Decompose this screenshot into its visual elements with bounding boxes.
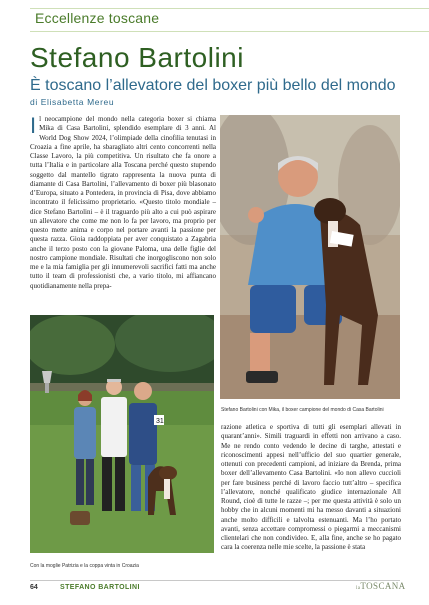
masthead-name: TOSCANA <box>360 581 406 591</box>
photo-caption-right: Stefano Bartolini con Mika, il boxer campione del mondo di Casa Bartolini <box>221 407 384 413</box>
masthead-prefix: la <box>356 586 361 591</box>
footer-rule <box>30 580 400 581</box>
photo-couple-trophy <box>30 315 214 553</box>
ring-number-label: 31 <box>156 418 164 425</box>
article-title: Stefano Bartolini <box>30 42 244 73</box>
article-subtitle: È toscano l’allevatore del boxer più bello del mondo <box>30 77 396 94</box>
photo-man-with-boxer-illustration <box>220 115 400 399</box>
article-column-right <box>221 423 401 553</box>
article-column-left <box>30 115 216 291</box>
section-kicker: Eccellenze toscane <box>35 10 160 26</box>
page-number: 64 <box>30 584 38 591</box>
photo-man-with-boxer <box>220 115 400 399</box>
photo-caption-left: Con la moglie Patrizia e la coppa vinta in Croazia <box>30 563 139 569</box>
photo-couple-trophy-illustration <box>30 315 214 553</box>
article-byline: di Elisabetta Mereu <box>30 97 115 107</box>
article-text-right: razione atletica e sportiva di tutti gli esemplari allevati in quarant’anni». Simili traguardi in effetti non arrivano a caso. Me ne rendo conto vedendo le decine di targhe, attestati e riconoscimenti appesi nell’ufficio del suo quartier generale, ottenuti con precedenti campioni, ad iniziare da Brenda, prima boxer dell’allevamento Casa Bartolini. «Io non allevo cuccioli per fare business perché di lavoro faccio tutt’altro – specifica l’allevatore, nonché qualificato giudice internazionale All Round, cioè di tutte le razze –; per me questa attività è solo un hobby che in alcuni momenti mi ha messo davanti a situazioni anche molto difficili e talvolta estenuanti. Ma l’ho portato avanti, senza accettare compromessi o piegarmi a meccanismi clientelari che non condivideo. E, alla fine, anche se ho pagato cara la coerenza nelle mie scelte, la passione è stata <box>221 423 401 552</box>
magazine-masthead <box>356 581 406 591</box>
footer-running-title: STEFANO BARTOLINI <box>60 584 140 591</box>
article-text-left: Il neocampione del mondo nella categoria boxer si chiama Mika di Casa Bartolini, splendido esemplare di 3 anni. Al World Dog Show 2024, l’olimpiade della cinofilia tenutasi in Croazia a fine aprile, ha sbaragliato altri cento concorrenti nella Classe Lavoro, la più competitiva. Un risultato che fa onore a tutta l’Italia e in particolare alla Toscana perché questo stupendo soggetto dal mantello tigrato rappresenta la nuova punta di diamante di Casa Bartolini, l’allevamento di boxer più blasonato d’Europa, situato a Pontedera, in provincia di Pisa, dove abbiamo incontrato il felicissimo proprietario. «Questo titolo mondiale – dice Stefano Bartolini – è il traguardo più alto a cui può aspirare un allevatore che come me non lo fa per lavoro, ma proprio per questo mette anima e corpo nel portare avanti la passione per questa razza. Gioia raddoppiata per aver conquistato a Zagabria anche il terzo posto con la giovane Paloma, una delle figlie del nostro campione mondiale. Risultati che inorgogliscono non solo me e la mia famiglia per gli innumerevoli sacrifici fatti ma anche tutto il team di professionisti che, a vario titolo, mi affiancano quotidianamente nella prepa- <box>30 113 216 290</box>
section-header-bar <box>0 0 429 32</box>
